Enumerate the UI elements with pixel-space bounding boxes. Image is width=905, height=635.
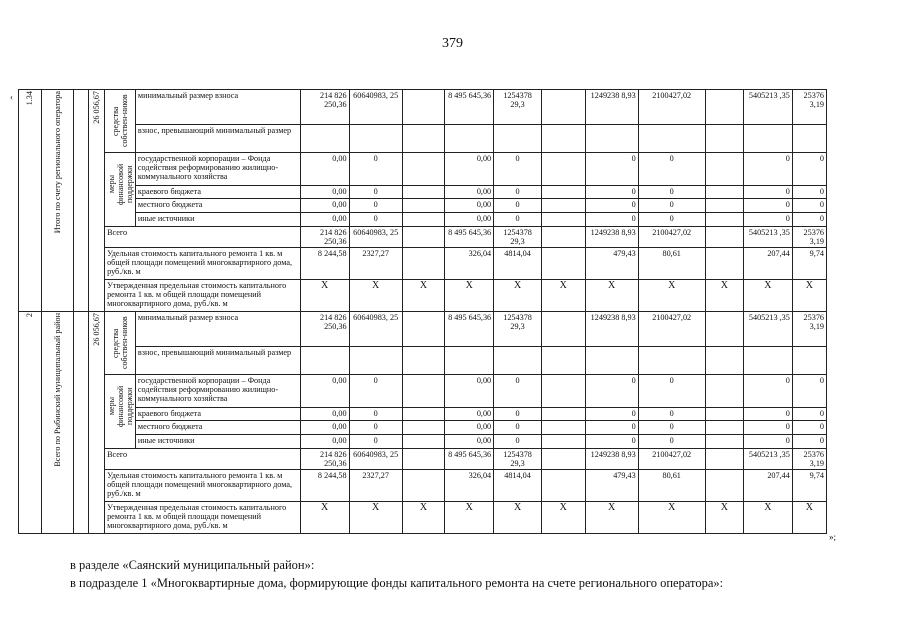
value-cell: 0	[494, 421, 542, 435]
table-row	[19, 124, 827, 152]
value-cell	[705, 375, 743, 408]
value-cell: X	[638, 502, 705, 534]
value-cell	[705, 312, 743, 347]
row-number: 2	[19, 312, 42, 534]
value-cell: 8 495 645,36	[445, 227, 494, 248]
value-cell: 2100427,02	[638, 227, 705, 248]
value-cell: 0	[349, 435, 402, 449]
value-cell: 0	[638, 375, 705, 408]
value-cell: 0	[585, 199, 638, 213]
row-label: государственной корпорации – Фонда содействия реформированию жилищно-коммунального хозяйства	[135, 153, 300, 186]
value-cell: 2327,27	[349, 470, 402, 502]
value-cell	[402, 435, 445, 449]
row-number: 1.34	[19, 90, 42, 312]
value-cell: 207,44	[743, 248, 792, 280]
value-cell: 0,00	[300, 199, 349, 213]
value-cell: 0,00	[300, 435, 349, 449]
value-cell	[705, 346, 743, 374]
table-row	[19, 213, 827, 227]
value-cell: 25376 3,19	[792, 90, 826, 125]
value-cell: X	[638, 280, 705, 312]
value-cell	[402, 408, 445, 421]
value-cell	[541, 186, 585, 199]
value-cell: 0,00	[300, 186, 349, 199]
value-cell	[445, 346, 494, 374]
row-name: Итого по счету регионального оператора	[42, 90, 74, 312]
value-cell: X	[541, 502, 585, 534]
value-cell: 0	[792, 435, 826, 449]
row-name: Всего по Рыбинский муниципальный район	[42, 312, 74, 534]
table-row	[19, 470, 827, 502]
value-cell: 1249238 8,93	[585, 90, 638, 125]
value-cell	[402, 153, 445, 186]
value-cell: 0	[792, 186, 826, 199]
value-cell	[402, 186, 445, 199]
value-cell: X	[402, 280, 445, 312]
value-cell	[541, 312, 585, 347]
value-cell	[705, 408, 743, 421]
value-cell: X	[300, 502, 349, 534]
value-cell	[541, 421, 585, 435]
value-cell	[541, 248, 585, 280]
value-cell: 2327,27	[349, 248, 402, 280]
table-row	[19, 502, 827, 534]
value-cell	[541, 199, 585, 213]
value-cell: 326,04	[445, 470, 494, 502]
table-row	[19, 449, 827, 470]
value-cell: 207,44	[743, 470, 792, 502]
value-cell: 9,74	[792, 248, 826, 280]
value-cell: 1249238 8,93	[585, 449, 638, 470]
value-cell: 1249238 8,93	[585, 227, 638, 248]
row-label: иные источники	[135, 213, 300, 227]
value-cell: 0,00	[445, 408, 494, 421]
value-cell	[402, 213, 445, 227]
value-cell: 0,00	[445, 421, 494, 435]
section-paragraph: в разделе «Саянский муниципальный район»:	[70, 558, 315, 572]
value-cell: 0	[792, 375, 826, 408]
value-cell: 8 495 645,36	[445, 312, 494, 347]
value-cell	[541, 90, 585, 125]
value-cell: 214 826 250,36	[300, 312, 349, 347]
table-row	[19, 312, 827, 347]
value-cell	[402, 248, 445, 280]
row-label: Утвержденная предельная стоимость капитального ремонта 1 кв. м общей площади помещений многоквартирного дома, руб./кв. м	[105, 280, 301, 312]
value-cell: 0,00	[445, 435, 494, 449]
value-cell: 0	[585, 213, 638, 227]
empty-cell	[74, 90, 89, 312]
value-cell	[541, 153, 585, 186]
value-cell	[541, 375, 585, 408]
value-cell: 0,00	[445, 153, 494, 186]
value-cell: 0	[638, 153, 705, 186]
value-cell: 0	[349, 199, 402, 213]
value-cell: 0	[792, 199, 826, 213]
value-cell: 214 826 250,36	[300, 90, 349, 125]
value-cell: 0	[585, 153, 638, 186]
value-cell: X	[402, 502, 445, 534]
table-row	[19, 421, 827, 435]
group-financial-support: меры финансовой поддержки	[105, 153, 136, 227]
value-cell	[638, 346, 705, 374]
table-row	[19, 153, 827, 186]
total-area: 26 056,67	[89, 312, 105, 534]
value-cell: 0,00	[300, 375, 349, 408]
value-cell: 2100427,02	[638, 449, 705, 470]
row-label: Всего	[105, 227, 301, 248]
value-cell: X	[792, 502, 826, 534]
value-cell: 8 244,58	[300, 248, 349, 280]
value-cell: 4814,04	[494, 248, 542, 280]
value-cell: X	[585, 502, 638, 534]
value-cell: 0	[743, 435, 792, 449]
value-cell: 5405213 ,35	[743, 227, 792, 248]
value-cell: 0	[585, 375, 638, 408]
closing-quote-mark: »;	[829, 532, 837, 542]
value-cell	[402, 199, 445, 213]
value-cell: 0	[349, 153, 402, 186]
row-label: краевого бюджета	[135, 408, 300, 421]
value-cell: 0,00	[445, 375, 494, 408]
value-cell: X	[743, 502, 792, 534]
row-label: Утвержденная предельная стоимость капитального ремонта 1 кв. м общей площади помещений многоквартирного дома, руб./кв. м	[105, 502, 301, 534]
row-label: Удельная стоимость капитального ремонта 1 кв. м общей площади помещений многоквартирного дома, руб./кв. м	[105, 248, 301, 280]
value-cell	[792, 124, 826, 152]
value-cell	[541, 213, 585, 227]
value-cell	[402, 375, 445, 408]
table-row	[19, 375, 827, 408]
value-cell: X	[792, 280, 826, 312]
value-cell	[402, 90, 445, 125]
value-cell: 0	[349, 186, 402, 199]
value-cell: 0	[638, 213, 705, 227]
value-cell	[743, 346, 792, 374]
value-cell	[402, 312, 445, 347]
value-cell	[585, 124, 638, 152]
value-cell	[541, 346, 585, 374]
value-cell: 5405213 ,35	[743, 90, 792, 125]
row-label: взнос, превышающий минимальный размер	[135, 346, 300, 374]
value-cell	[705, 449, 743, 470]
value-cell: 25376 3,19	[792, 449, 826, 470]
value-cell: 214 826 250,36	[300, 227, 349, 248]
value-cell: 9,74	[792, 470, 826, 502]
value-cell: 0	[494, 153, 542, 186]
value-cell: 0,00	[445, 186, 494, 199]
value-cell: 0	[349, 375, 402, 408]
value-cell: 80,61	[638, 470, 705, 502]
value-cell: 0,00	[445, 213, 494, 227]
value-cell: X	[445, 502, 494, 534]
value-cell: X	[494, 502, 542, 534]
value-cell: 0	[585, 435, 638, 449]
value-cell: 60640983, 25	[349, 449, 402, 470]
value-cell	[402, 470, 445, 502]
row-label: взнос, превышающий минимальный размер	[135, 124, 300, 152]
value-cell	[705, 227, 743, 248]
value-cell: X	[349, 502, 402, 534]
value-cell: 0	[494, 408, 542, 421]
value-cell: 0	[585, 186, 638, 199]
value-cell: 2100427,02	[638, 90, 705, 125]
row-label: минимальный размер взноса	[135, 312, 300, 347]
value-cell: 0,00	[300, 153, 349, 186]
value-cell: 0	[494, 375, 542, 408]
value-cell: X	[349, 280, 402, 312]
table-row	[19, 435, 827, 449]
value-cell: 0	[349, 408, 402, 421]
value-cell: 25376 3,19	[792, 312, 826, 347]
value-cell	[705, 470, 743, 502]
value-cell	[638, 124, 705, 152]
value-cell: 8 244,58	[300, 470, 349, 502]
value-cell: 0	[494, 186, 542, 199]
row-label: местного бюджета	[135, 199, 300, 213]
value-cell: 0	[494, 213, 542, 227]
value-cell: X	[541, 280, 585, 312]
value-cell: 2100427,02	[638, 312, 705, 347]
table-row	[19, 408, 827, 421]
value-cell	[541, 408, 585, 421]
value-cell	[402, 124, 445, 152]
value-cell: 0	[638, 421, 705, 435]
value-cell	[541, 124, 585, 152]
value-cell: 60640983, 25	[349, 227, 402, 248]
value-cell	[541, 449, 585, 470]
value-cell	[705, 199, 743, 213]
value-cell: X	[705, 502, 743, 534]
value-cell	[705, 248, 743, 280]
value-cell: 0	[494, 435, 542, 449]
value-cell	[743, 124, 792, 152]
value-cell	[445, 124, 494, 152]
row-label: Всего	[105, 449, 301, 470]
value-cell: 0,00	[300, 213, 349, 227]
value-cell: X	[494, 280, 542, 312]
table-row	[19, 227, 827, 248]
value-cell: 1254378 29,3	[494, 90, 542, 125]
value-cell	[349, 124, 402, 152]
subsection-paragraph: в подразделе 1 «Многоквартирные дома, формирующие фонды капитального ремонта на счете регионального оператора»:	[70, 576, 724, 590]
value-cell: 60640983, 25	[349, 312, 402, 347]
value-cell: 0	[792, 213, 826, 227]
value-cell	[300, 124, 349, 152]
value-cell: X	[705, 280, 743, 312]
value-cell: 5405213 ,35	[743, 449, 792, 470]
value-cell: 479,43	[585, 470, 638, 502]
value-cell	[705, 90, 743, 125]
value-cell: 0	[743, 213, 792, 227]
value-cell: 1249238 8,93	[585, 312, 638, 347]
value-cell: 8 495 645,36	[445, 90, 494, 125]
value-cell: X	[585, 280, 638, 312]
value-cell	[541, 470, 585, 502]
value-cell: 1254378 29,3	[494, 449, 542, 470]
group-owner-funds: средства собствен-ников	[105, 312, 136, 375]
group-financial-support: меры финансовой поддержки	[105, 375, 136, 449]
value-cell: 0	[638, 186, 705, 199]
value-cell	[300, 346, 349, 374]
table-row	[19, 186, 827, 199]
value-cell: 0	[792, 153, 826, 186]
value-cell: 0,00	[300, 421, 349, 435]
row-label: местного бюджета	[135, 421, 300, 435]
value-cell	[705, 124, 743, 152]
group-owner-funds: средства собствен-ников	[105, 90, 136, 153]
value-cell	[705, 421, 743, 435]
value-cell	[402, 421, 445, 435]
page-number: 379	[442, 36, 463, 51]
value-cell	[494, 346, 542, 374]
value-cell: X	[743, 280, 792, 312]
value-cell: 0	[585, 408, 638, 421]
value-cell	[792, 346, 826, 374]
value-cell: 1254378 29,3	[494, 227, 542, 248]
value-cell: 0	[585, 421, 638, 435]
value-cell: 0	[638, 199, 705, 213]
row-label: иные источники	[135, 435, 300, 449]
value-cell	[402, 227, 445, 248]
value-cell: 1254378 29,3	[494, 312, 542, 347]
capital-repair-table	[18, 89, 827, 534]
table-row	[19, 346, 827, 374]
value-cell: 0	[743, 199, 792, 213]
table-row	[19, 280, 827, 312]
value-cell: 0	[743, 186, 792, 199]
value-cell	[585, 346, 638, 374]
value-cell: 60640983, 25	[349, 90, 402, 125]
value-cell	[705, 213, 743, 227]
table-row	[19, 248, 827, 280]
row-label: государственной корпорации – Фонда содействия реформированию жилищно-коммунального хозяйства	[135, 375, 300, 408]
value-cell: 0	[349, 213, 402, 227]
row-label: краевого бюджета	[135, 186, 300, 199]
value-cell	[541, 435, 585, 449]
value-cell	[402, 346, 445, 374]
row-label: минимальный размер взноса	[135, 90, 300, 125]
value-cell: 25376 3,19	[792, 227, 826, 248]
value-cell: 479,43	[585, 248, 638, 280]
row-label: Удельная стоимость капитального ремонта 1 кв. м общей площади помещений многоквартирного дома, руб./кв. м	[105, 470, 301, 502]
value-cell: 4814,04	[494, 470, 542, 502]
value-cell: 326,04	[445, 248, 494, 280]
total-area: 26 056,67	[89, 90, 105, 312]
value-cell: X	[445, 280, 494, 312]
empty-cell	[74, 312, 89, 534]
value-cell	[494, 124, 542, 152]
value-cell	[705, 153, 743, 186]
value-cell: 0,00	[300, 408, 349, 421]
value-cell	[705, 435, 743, 449]
table-row	[19, 199, 827, 213]
value-cell: 5405213 ,35	[743, 312, 792, 347]
value-cell	[402, 449, 445, 470]
value-cell: 0	[743, 153, 792, 186]
value-cell: 0	[638, 435, 705, 449]
value-cell: 0	[743, 408, 792, 421]
value-cell: X	[300, 280, 349, 312]
value-cell: 0	[494, 199, 542, 213]
value-cell	[705, 186, 743, 199]
value-cell: 80,61	[638, 248, 705, 280]
value-cell: 0	[743, 421, 792, 435]
value-cell	[349, 346, 402, 374]
value-cell: 0,00	[445, 199, 494, 213]
margin-mark: ‹	[10, 92, 13, 102]
value-cell: 8 495 645,36	[445, 449, 494, 470]
value-cell: 0	[349, 421, 402, 435]
value-cell	[541, 227, 585, 248]
table-row	[19, 90, 827, 125]
value-cell: 0	[792, 421, 826, 435]
value-cell: 0	[638, 408, 705, 421]
value-cell: 0	[792, 408, 826, 421]
value-cell: 214 826 250,36	[300, 449, 349, 470]
value-cell: 0	[743, 375, 792, 408]
